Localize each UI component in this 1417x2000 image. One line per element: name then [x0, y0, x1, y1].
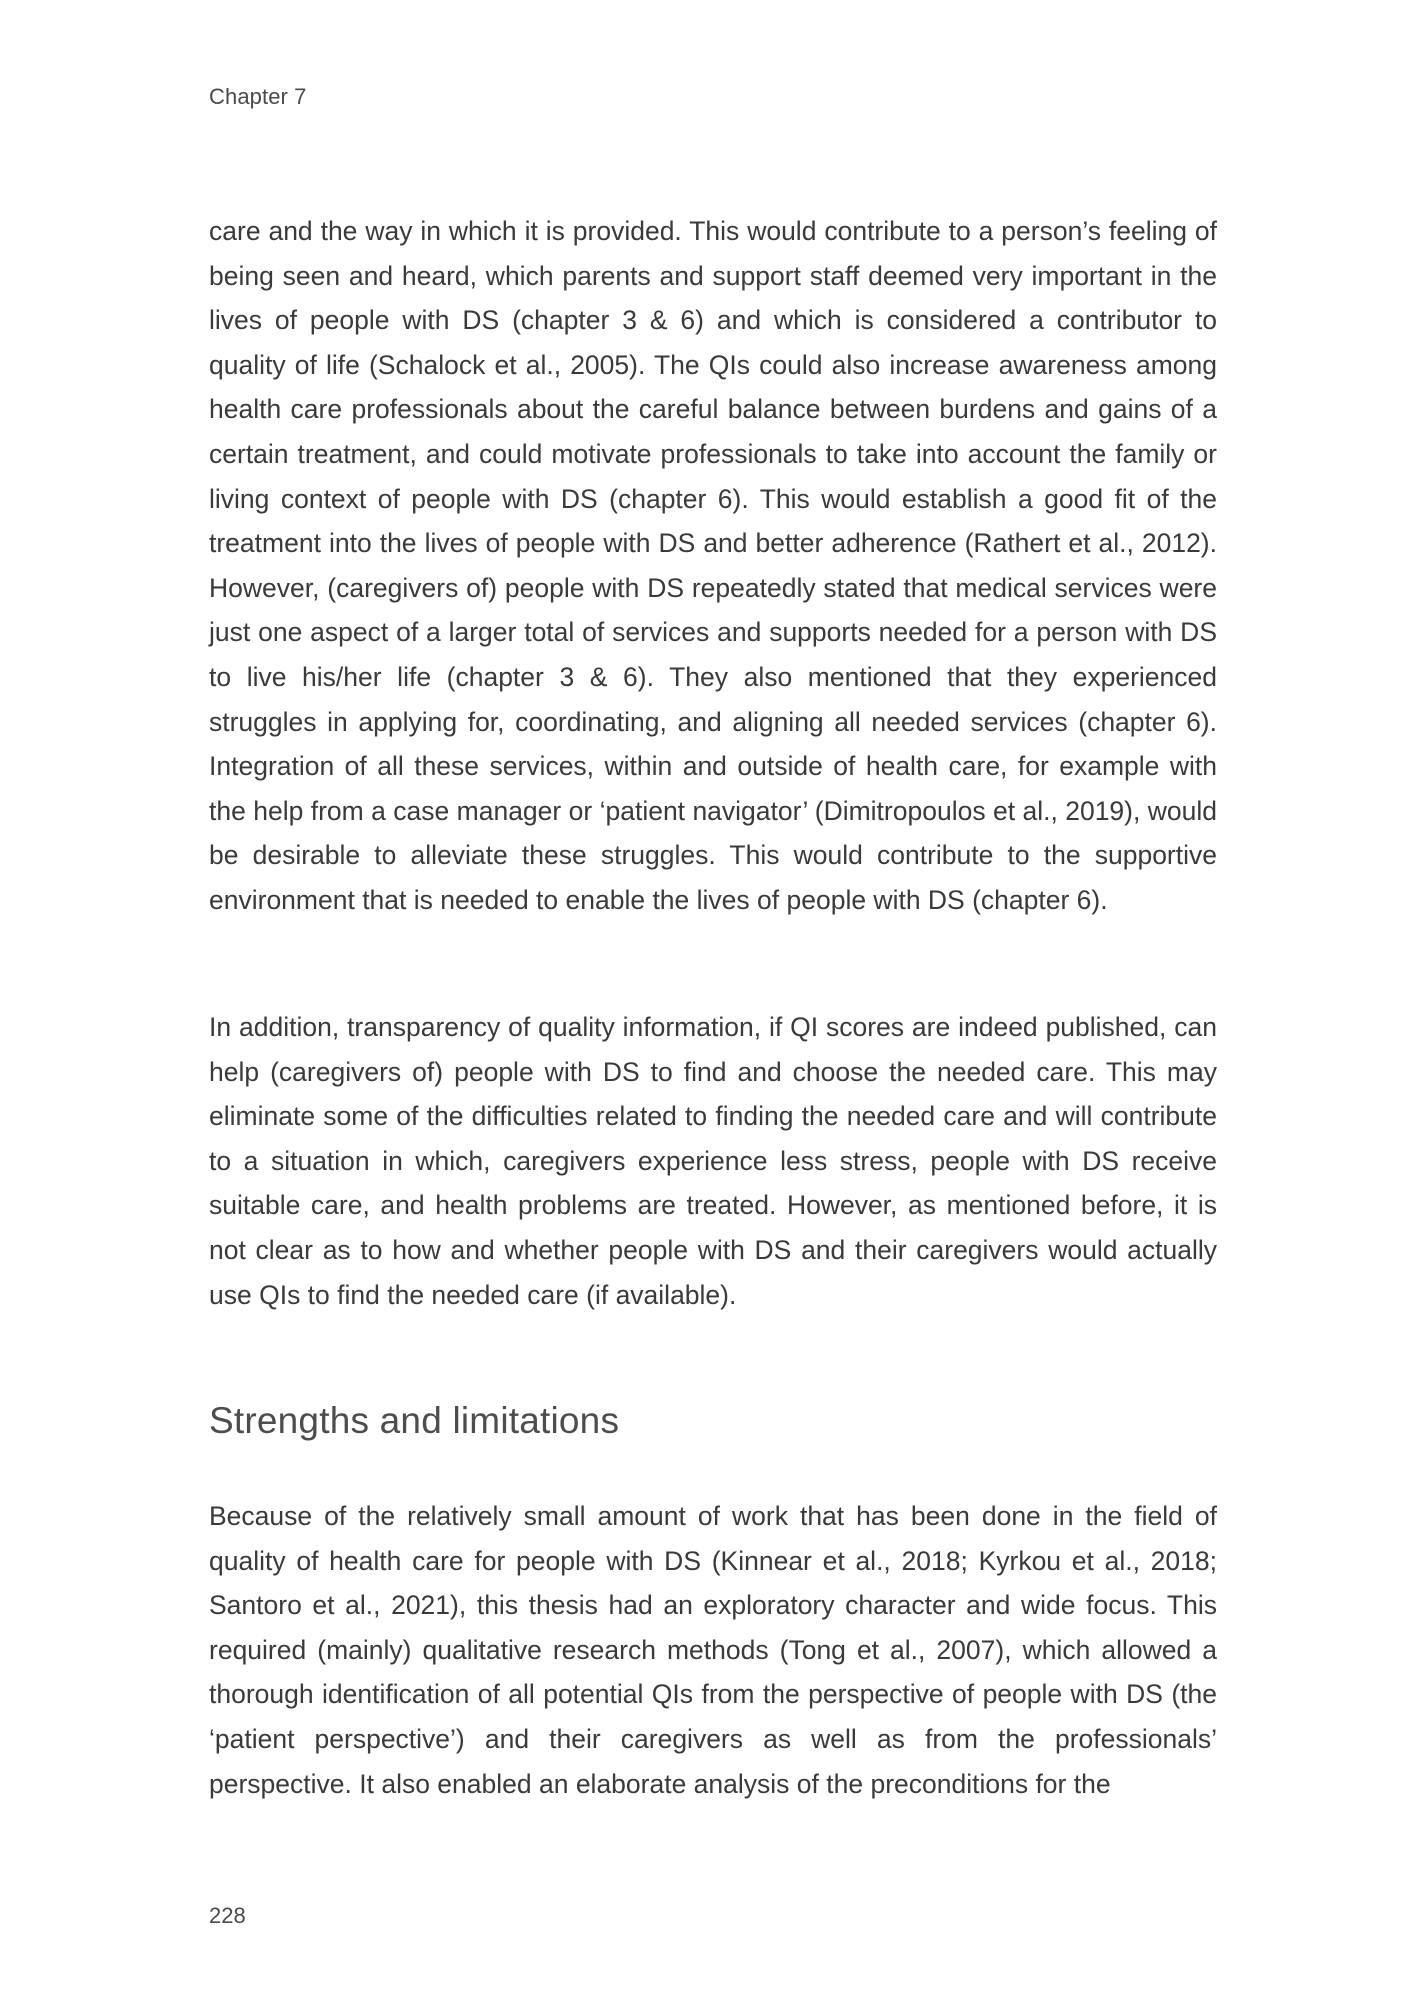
page-number: 228 [209, 1903, 246, 1928]
running-head: Chapter 7 [209, 84, 307, 109]
section-heading: Strengths and limitations [209, 1400, 620, 1441]
body-paragraph-1: care and the way in which it is provided. This would contribute to a person’s feeling of being seen and heard, which parents and support staff deemed very important in the lives of people with DS (chapter 3 & 6) and which is considered a contributor to quality of life (Schalock et al., 2005). The QIs could also increase awareness among health care professionals about the careful balance between burdens and gains of a certain treatment, and could motivate professionals to take into account the family or living context of people with DS (chapter 6). This would establish a good fit of the treatment into the lives of people with DS and better adherence (Rathert et al., 2012). However, (caregivers of) people with DS repeatedly stated that medical services were just one aspect of a larger total of services and supports needed for a person with DS to live his/her life (chapter 3 & 6). They also mentioned that they experienced struggles in applying for, coordinating, and aligning all needed services (chapter 6). Integration of all these services, within and outside of health care, for example with the help from a case manager or ‘patient navigator’ (Dimitropoulos et al., 2019), would be desirable to alleviate these struggles. This would contribute to the supportive environment that is needed to enable the lives of people with DS (chapter 6). [209, 216, 1217, 915]
section-paragraph: Because of the relatively small amount of work that has been done in the field of quality of health care for people with DS (Kinnear et al., 2018; Kyrkou et al., 2018; Santoro et al., 2021), this thesis had an exploratory character and wide focus. This required (mainly) qualitative research methods (Tong et al., 2007), which allowed a thorough identification of all potential QIs from the perspective of people with DS (the ‘patient perspective’) and their caregivers as well as from the professionals’ perspective. It also enabled an elaborate analysis of the preconditions for the [209, 1501, 1217, 1799]
body-paragraph-2: In addition, transparency of quality information, if QI scores are indeed published, can help (caregivers of) people with DS to find and choose the needed care. This may eliminate some of the difficulties related to finding the needed care and will contribute to a situation in which, caregivers experience less stress, people with DS receive suitable care, and health problems are treated. However, as mentioned before, it is not clear as to how and whether people with DS and their caregivers would actually use QIs to find the needed care (if available). [209, 1012, 1217, 1310]
